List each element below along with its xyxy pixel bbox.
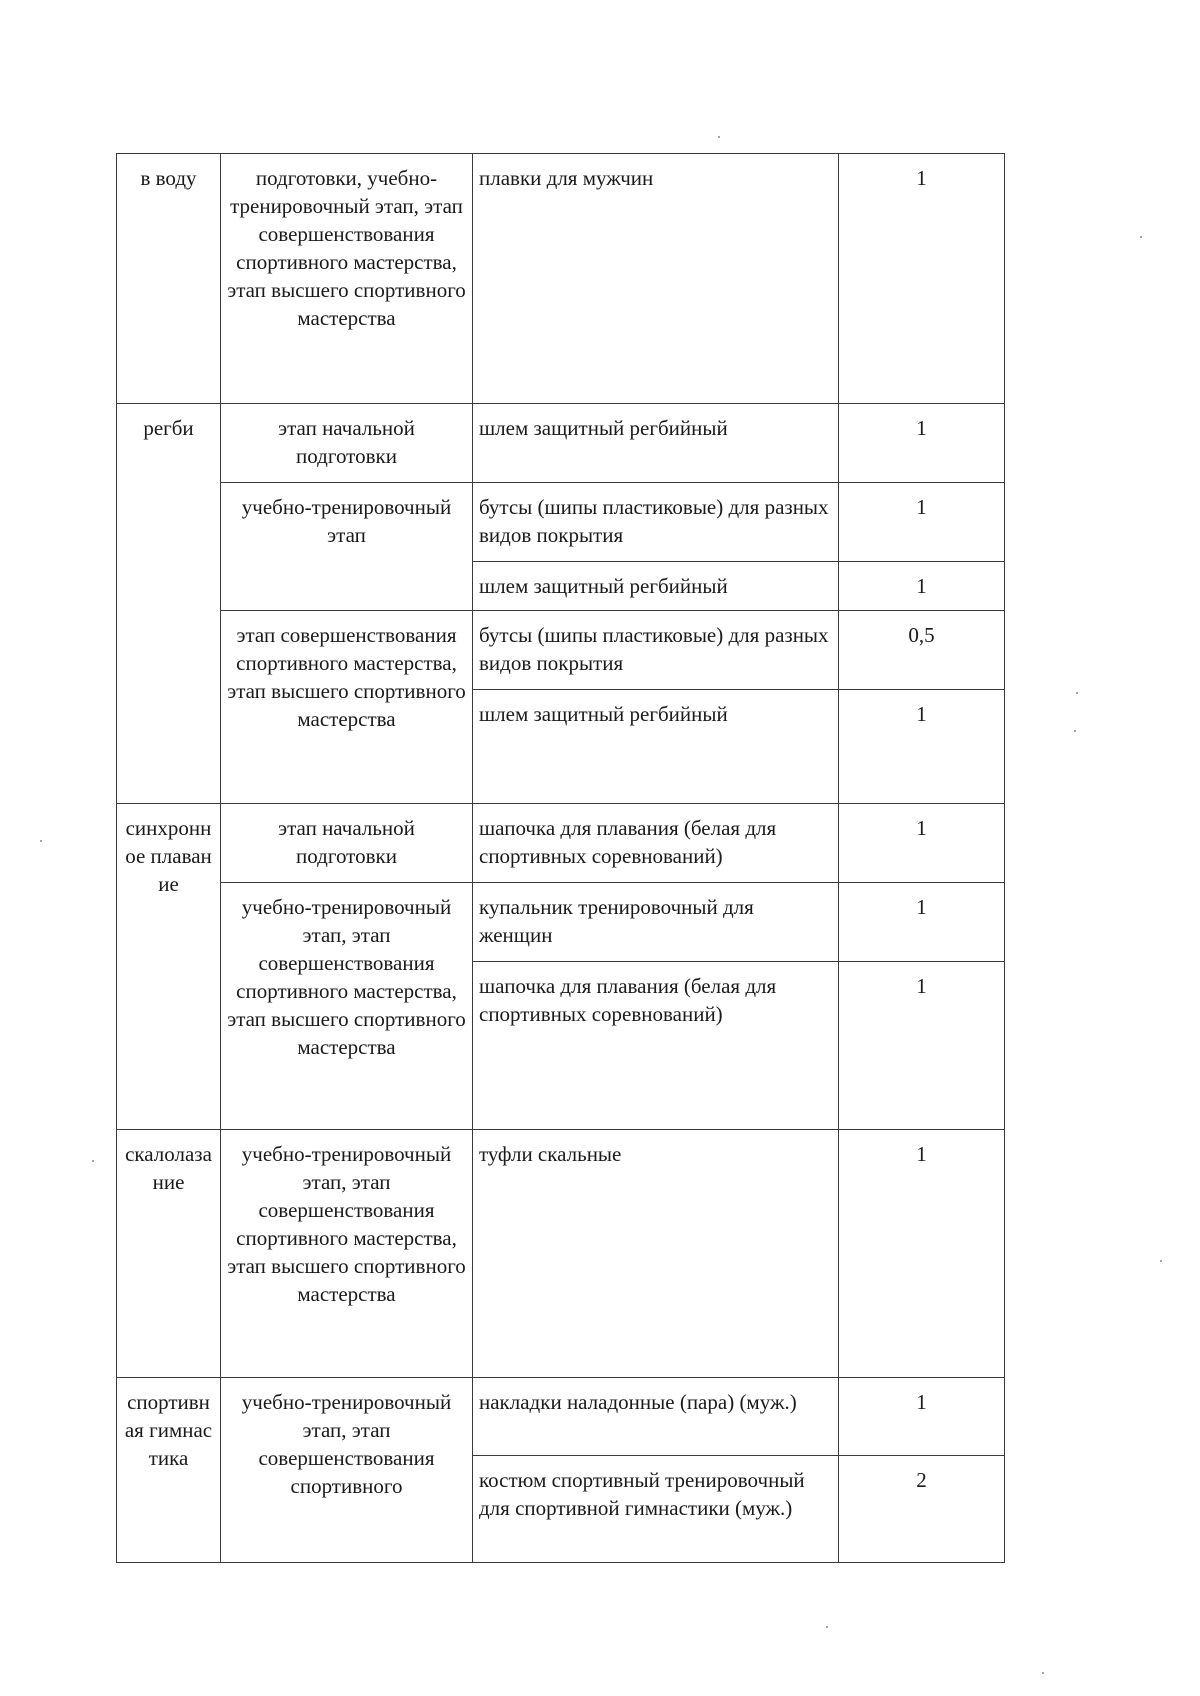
table-row xyxy=(117,883,1005,962)
qty-cell: 1 xyxy=(839,883,1005,962)
table-row xyxy=(117,804,1005,883)
item-cell: шапочка для плавания (белая для спортивных соревнований) xyxy=(473,804,839,883)
sport-cell: регби xyxy=(117,404,221,804)
scan-speck xyxy=(1074,730,1076,732)
table-row xyxy=(117,154,1005,404)
qty-cell: 1 xyxy=(839,962,1005,1130)
stage-cell: этап начальной подготовки xyxy=(221,404,473,483)
item-cell: шлем защитный регбийный xyxy=(473,690,839,804)
item-cell: бутсы (шипы пластиковые) для разных видов покрытия xyxy=(473,483,839,562)
scan-speck xyxy=(718,136,720,138)
item-cell: накладки наладонные (пара) (муж.) xyxy=(473,1378,839,1456)
qty-cell: 1 xyxy=(839,562,1005,611)
table-row xyxy=(117,483,1005,562)
stage-cell: учебно-тренировочный этап xyxy=(221,483,473,611)
stage-cell: этап начальной подготовки xyxy=(221,804,473,883)
scan-speck xyxy=(1042,1672,1044,1674)
qty-cell: 1 xyxy=(839,483,1005,562)
qty-cell: 2 xyxy=(839,1456,1005,1563)
item-cell: купальник тренировочный для женщин xyxy=(473,883,839,962)
stage-cell: учебно-тренировочный этап, этап совершенствования спортивного мастерства, этап высшего спортивного мастерства xyxy=(221,1130,473,1378)
table-row xyxy=(117,611,1005,690)
sport-cell: скалолазание xyxy=(117,1130,221,1378)
scan-speck xyxy=(92,1160,94,1162)
table-row xyxy=(117,1378,1005,1456)
qty-cell: 1 xyxy=(839,404,1005,483)
qty-cell: 1 xyxy=(839,804,1005,883)
sport-cell: в воду xyxy=(117,154,221,404)
scan-speck xyxy=(40,840,42,842)
item-cell: бутсы (шипы пластиковые) для разных видов покрытия xyxy=(473,611,839,690)
item-cell: костюм спортивный тренировочный для спортивной гимнастики (муж.) xyxy=(473,1456,839,1563)
sport-cell: спортивная гимнастика xyxy=(117,1378,221,1563)
item-cell: шапочка для плавания (белая для спортивных соревнований) xyxy=(473,962,839,1130)
qty-cell: 1 xyxy=(839,690,1005,804)
scan-speck xyxy=(1076,692,1078,694)
scan-speck xyxy=(826,1626,828,1628)
qty-cell: 0,5 xyxy=(839,611,1005,690)
item-cell: туфли скальные xyxy=(473,1130,839,1378)
stage-cell: учебно-тренировочный этап, этап совершенствования спортивного мастерства, этап высшего спортивного мастерства xyxy=(221,883,473,1130)
sport-cell: синхронное плавание xyxy=(117,804,221,1130)
table-row xyxy=(117,1130,1005,1378)
item-cell: шлем защитный регбийный xyxy=(473,562,839,611)
scan-speck xyxy=(1160,1260,1162,1262)
table-row xyxy=(117,404,1005,483)
stage-cell: учебно-тренировочный этап, этап совершенствования спортивного xyxy=(221,1378,473,1563)
equipment-table xyxy=(116,153,1005,1563)
item-cell: плавки для мужчин xyxy=(473,154,839,404)
qty-cell: 1 xyxy=(839,154,1005,404)
qty-cell: 1 xyxy=(839,1378,1005,1456)
scan-speck xyxy=(1140,236,1142,238)
stage-cell: этап совершенствования спортивного мастерства, этап высшего спортивного мастерства xyxy=(221,611,473,804)
stage-cell: подготовки, учебно-тренировочный этап, этап совершенствования спортивного мастерства, этап высшего спортивного мастерства xyxy=(221,154,473,404)
qty-cell: 1 xyxy=(839,1130,1005,1378)
item-cell: шлем защитный регбийный xyxy=(473,404,839,483)
